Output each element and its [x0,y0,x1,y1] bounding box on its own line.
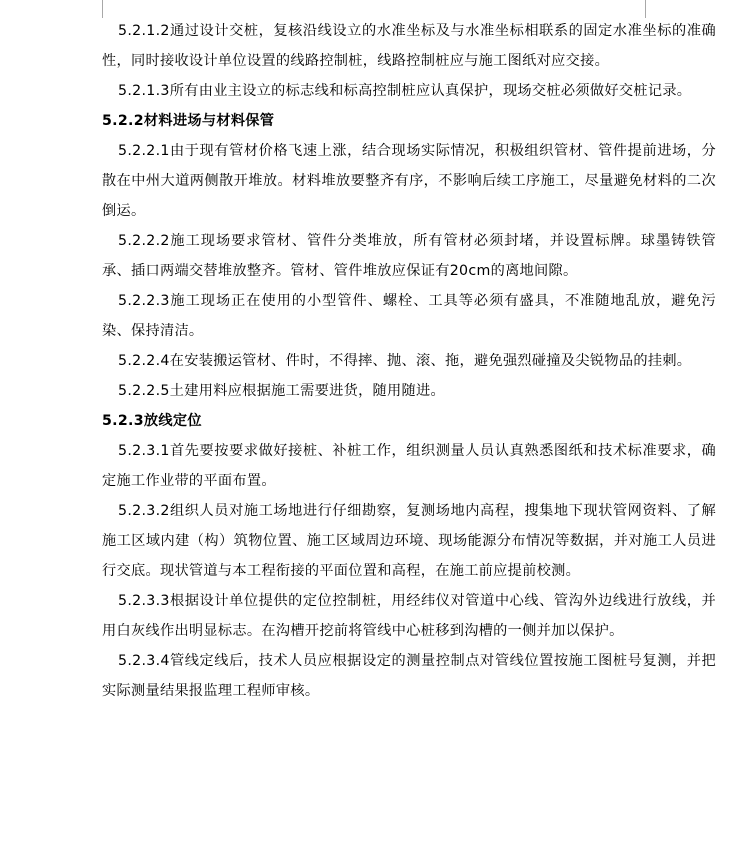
paragraph-5-2-2-3: 5.2.2.3施工现场正在使用的小型管件、螺栓、工具等必须有盛具，不准随地乱放，避免污染、保持清洁。 [102,293,716,339]
paragraph-5-2-3-2: 5.2.3.2组织人员对施工场地进行仔细勘察，复测场地内高程，搜集地下现状管网资料、了解施工区域内建（构）筑物位置、施工区域周边环境、现场能源分布情况等数据，并对施工人员进行交底。现状管道与本工程衔接的平面位置和高程，在施工前应提前校测。 [102,503,716,579]
paragraph-5-2-2-5: 5.2.2.5土建用料应根据施工需要进货，随用随进。 [118,383,445,399]
paragraph-5-2-2-2: 5.2.2.2施工现场要求管材、管件分类堆放，所有管材必须封堵，并设置标牌。球墨铸铁管承、插口两端交替堆放整齐。管材、管件堆放应保证有20cm的离地间隙。 [102,233,716,279]
document-body [102,16,716,706]
paragraph-5-2-3-3: 5.2.3.3根据设计单位提供的定位控制桩，用经纬仪对管道中心线、管沟外边线进行放线，并用白灰线作出明显标志。在沟槽开挖前将管线中心桩移到沟槽的一侧并加以保护。 [102,593,716,639]
paragraph-5-2-3-4: 5.2.3.4管线定线后，技术人员应根据设定的测量控制点对管线位置按施工图桩号复测，并把实际测量结果报监理工程师审核。 [102,653,716,699]
crop-mark-left [88,0,103,18]
section-heading-5-2-2: 5.2.2材料进场与材料保管 [102,113,275,129]
paragraph-5-2-1-3: 5.2.1.3所有由业主设立的标志线和标高控制桩应认真保护，现场交桩必须做好交桩记录。 [118,83,692,99]
paragraph-5-2-2-1: 5.2.2.1由于现有管材价格飞速上涨，结合现场实际情况，积极组织管材、管件提前进场，分散在中州大道两侧散开堆放。材料堆放要整齐有序，不影响后续工序施工，尽量避免材料的二次倒运。 [102,143,716,219]
paragraph-5-2-2-4: 5.2.2.4在安装搬运管材、件时，不得摔、抛、滚、拖，避免强烈碰撞及尖锐物品的挂刺。 [118,353,692,369]
section-heading-5-2-3: 5.2.3放线定位 [102,413,202,429]
paragraph-5-2-1-2: 5.2.1.2通过设计交桩，复核沿线设立的水准坐标及与水准坐标相联系的固定水准坐标的准确性，同时接收设计单位设置的线路控制桩，线路控制桩应与施工图纸对应交接。 [102,23,716,69]
paragraph-5-2-3-1: 5.2.3.1首先要按要求做好接桩、补桩工作，组织测量人员认真熟悉图纸和技术标准要求，确定施工作业带的平面布置。 [102,443,716,489]
